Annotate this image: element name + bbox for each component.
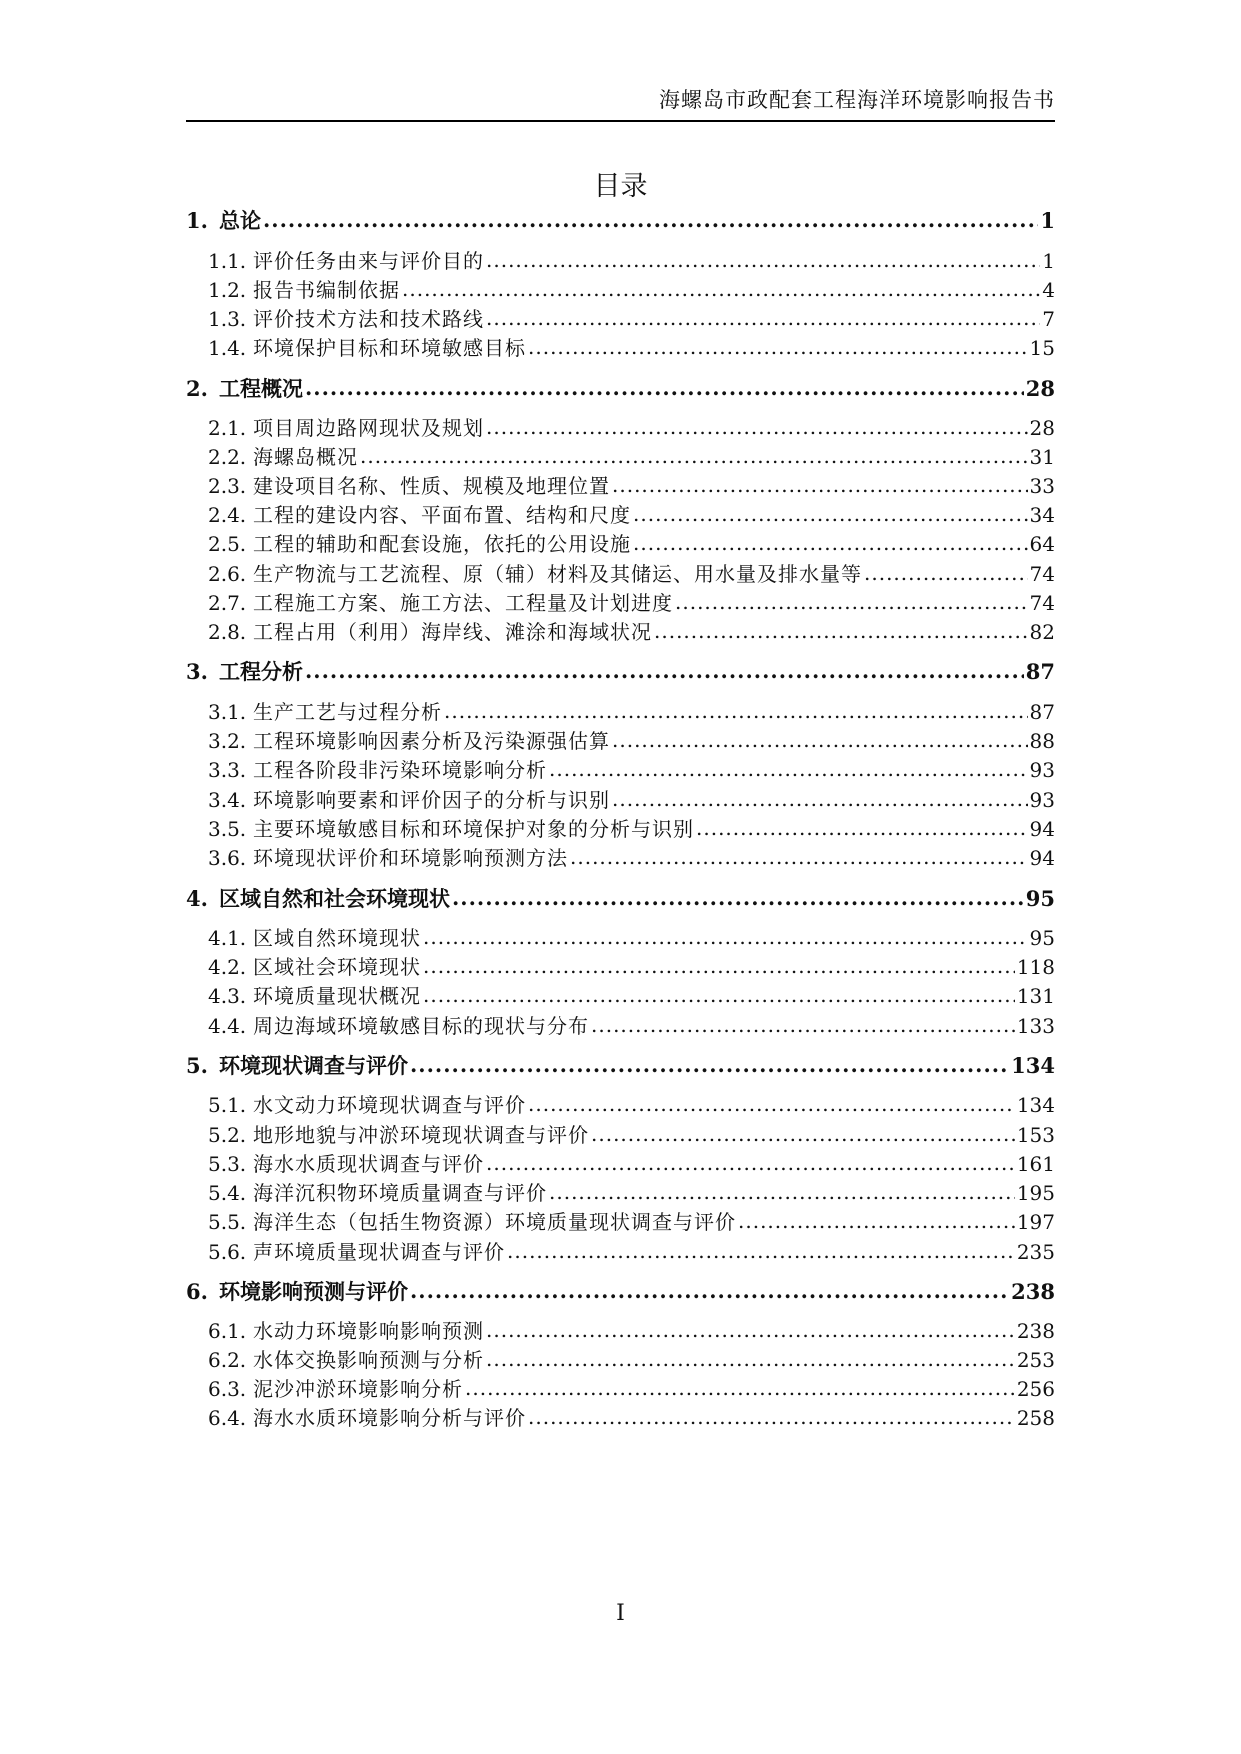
toc-entry-number: 5.4. xyxy=(208,1181,247,1205)
toc-entry-number: 2.2. xyxy=(208,445,247,469)
toc-section-entry[interactable] xyxy=(208,725,1055,754)
toc-entry-title: 海螺岛概况 xyxy=(253,445,358,469)
toc-dot-leader xyxy=(305,375,1024,400)
toc-entry-page: 197 xyxy=(1016,1210,1055,1234)
toc-dot-leader xyxy=(486,1318,1015,1342)
toc-dot-leader xyxy=(423,954,1015,978)
toc-entry-number: 3.6. xyxy=(208,846,247,870)
toc-entry-page: 28 xyxy=(1025,376,1055,401)
toc-entry-title: 环境影响预测与评价 xyxy=(219,1280,408,1304)
toc-entry-title: 主要环境敏感目标和环境保护对象的分析与识别 xyxy=(253,817,694,841)
toc-section-entry[interactable] xyxy=(208,616,1055,645)
toc-entry-page: 134 xyxy=(1011,1053,1055,1078)
toc-section-entry[interactable] xyxy=(208,303,1055,332)
toc-entry-page: 87 xyxy=(1029,700,1055,724)
toc-section-entry[interactable] xyxy=(208,1402,1055,1431)
toc-entry-title: 区域社会环境现状 xyxy=(253,955,421,979)
toc-chapter-entry[interactable] xyxy=(186,205,1055,235)
toc-entry-title: 评价任务由来与评价目的 xyxy=(253,249,484,273)
toc-entry-number: 5.5. xyxy=(208,1210,247,1234)
toc-entry-page: 133 xyxy=(1016,1014,1055,1038)
toc-entry-page: 238 xyxy=(1011,1279,1055,1304)
toc-entry-title: 总论 xyxy=(219,209,261,233)
toc-entry-page: 93 xyxy=(1029,758,1055,782)
toc-entry-title: 环境影响要素和评价因子的分析与识别 xyxy=(253,788,610,812)
toc-entry-title: 工程的辅助和配套设施，依托的公用设施 xyxy=(253,532,631,556)
toc-entry-title: 工程环境影响因素分析及污染源强估算 xyxy=(253,729,610,753)
toc-entry-number: 2.8. xyxy=(208,620,247,644)
toc-entry-page: 94 xyxy=(1029,817,1055,841)
toc-section-entry[interactable] xyxy=(208,1344,1055,1373)
toc-entry-number: 2.3. xyxy=(208,474,247,498)
toc-dot-leader xyxy=(591,1122,1015,1146)
toc-entry-title: 海水水质环境影响分析与评价 xyxy=(253,1406,526,1430)
toc-entry-number: 6.4. xyxy=(208,1406,247,1430)
toc-dot-leader xyxy=(444,699,1028,723)
toc-section-entry[interactable] xyxy=(208,696,1055,725)
toc-entry-page: 1 xyxy=(1042,249,1055,273)
toc-entry-page: 4 xyxy=(1042,278,1055,302)
toc-entry-page: 153 xyxy=(1016,1123,1055,1147)
toc-entry-number: 1.4. xyxy=(208,336,247,360)
toc-dot-leader xyxy=(360,444,1028,468)
toc-section-entry[interactable] xyxy=(208,980,1055,1009)
toc-entry-number: 4.2. xyxy=(208,955,247,979)
toc-entry-title: 工程分析 xyxy=(219,660,303,684)
toc-chapter-entry[interactable] xyxy=(186,1276,1055,1306)
toc-title: 目录 xyxy=(593,171,648,202)
toc-section-entry[interactable] xyxy=(208,499,1055,528)
toc-entry-title: 工程各阶段非污染环境影响分析 xyxy=(253,758,547,782)
toc-entry-title: 环境保护目标和环境敏感目标 xyxy=(253,336,526,360)
toc-section-entry[interactable] xyxy=(208,1206,1055,1235)
toc-section-entry[interactable] xyxy=(208,1119,1055,1148)
toc-dot-leader xyxy=(452,885,1024,910)
toc-section-entry[interactable] xyxy=(208,441,1055,470)
toc-section-entry[interactable] xyxy=(208,1315,1055,1344)
toc-entry-page: 238 xyxy=(1016,1319,1055,1343)
toc-entry-page: 1 xyxy=(1040,208,1055,233)
header-title: 海螺岛市政配套工程海洋环境影响报告书 xyxy=(659,88,1055,112)
toc-section-entry[interactable] xyxy=(208,587,1055,616)
toc-entry-number: 1. xyxy=(186,208,208,233)
toc-entry-number: 3. xyxy=(186,659,208,684)
toc-entry-number: 4.4. xyxy=(208,1014,247,1038)
toc-entry-title: 评价技术方法和技术路线 xyxy=(253,307,484,331)
toc-section-entry[interactable] xyxy=(208,1236,1055,1265)
toc-entry-page: 64 xyxy=(1029,532,1055,556)
toc-entry-number: 3.4. xyxy=(208,788,247,812)
toc-entry-page: 93 xyxy=(1029,788,1055,812)
toc-section-entry[interactable] xyxy=(208,1373,1055,1402)
toc-dot-leader xyxy=(465,1376,1015,1400)
toc-section-entry[interactable] xyxy=(208,1177,1055,1206)
toc-entry-number: 6.2. xyxy=(208,1348,247,1372)
toc-dot-leader xyxy=(549,757,1028,781)
toc-section-entry[interactable] xyxy=(208,274,1055,303)
page-header xyxy=(186,84,1055,122)
toc-dot-leader xyxy=(612,787,1028,811)
toc-dot-leader xyxy=(675,590,1028,614)
toc-entry-number: 2.4. xyxy=(208,503,247,527)
toc-dot-leader xyxy=(696,816,1028,840)
toc-section-entry[interactable] xyxy=(208,332,1055,361)
toc-entry-page: 161 xyxy=(1016,1152,1055,1176)
toc-entry-title: 环境质量现状概况 xyxy=(253,984,421,1008)
toc-chapter-entry[interactable] xyxy=(186,883,1055,913)
toc-section-entry[interactable] xyxy=(208,784,1055,813)
toc-dot-leader xyxy=(507,1239,1015,1263)
toc-entry-page: 253 xyxy=(1016,1348,1055,1372)
toc-entry-title: 项目周边路网现状及规划 xyxy=(253,416,484,440)
toc-entry-page: 118 xyxy=(1016,955,1055,979)
toc-entry-title: 环境现状评价和环境影响预测方法 xyxy=(253,846,568,870)
toc-entry-number: 5.6. xyxy=(208,1240,247,1264)
toc-entry-number: 2. xyxy=(186,376,208,401)
toc-dot-leader xyxy=(528,1405,1015,1429)
toc-section-entry[interactable] xyxy=(208,470,1055,499)
toc-dot-leader xyxy=(864,561,1028,585)
toc-entry-number: 4.3. xyxy=(208,984,247,1008)
toc-dot-leader xyxy=(612,728,1028,752)
toc-entry-number: 3.3. xyxy=(208,758,247,782)
toc-entry-page: 88 xyxy=(1029,729,1055,753)
toc-section-entry[interactable] xyxy=(208,1148,1055,1177)
toc-entry-title: 海洋沉积物环境质量调查与评价 xyxy=(253,1181,547,1205)
toc-entry-page: 74 xyxy=(1029,591,1055,615)
toc-dot-leader xyxy=(423,983,1015,1007)
toc-dot-leader xyxy=(549,1180,1015,1204)
toc-entry-number: 4.1. xyxy=(208,926,247,950)
toc-entry-page: 256 xyxy=(1016,1377,1055,1401)
toc-entry-page: 87 xyxy=(1025,659,1055,684)
toc-dot-leader xyxy=(410,1052,1009,1077)
toc-entry-title: 生产物流与工艺流程、原（辅）材料及其储运、用水量及排水量等 xyxy=(253,562,862,586)
toc-dot-leader xyxy=(410,1278,1009,1303)
toc-chapter-entry[interactable] xyxy=(186,1050,1055,1080)
toc-dot-leader xyxy=(486,248,1040,272)
toc-entry-title: 工程概况 xyxy=(219,377,303,401)
toc-entry-title: 建设项目名称、性质、规模及地理位置 xyxy=(253,474,610,498)
toc-section-entry[interactable] xyxy=(208,842,1055,871)
toc-dot-leader xyxy=(654,619,1028,643)
toc-dot-leader xyxy=(528,1092,1015,1116)
toc-entry-title: 海洋生态（包括生物资源）环境质量现状调查与评价 xyxy=(253,1210,736,1234)
toc-dot-leader xyxy=(486,415,1028,439)
toc-entry-page: 34 xyxy=(1029,503,1055,527)
toc-dot-leader xyxy=(633,502,1028,526)
toc-entry-page: 33 xyxy=(1029,474,1055,498)
toc-entry-number: 2.5. xyxy=(208,532,247,556)
toc-section-entry[interactable] xyxy=(208,1089,1055,1118)
toc-entry-page: 28 xyxy=(1029,416,1055,440)
toc-section-entry[interactable] xyxy=(208,1010,1055,1039)
toc-entry-number: 3.1. xyxy=(208,700,247,724)
toc-entry-title: 声环境质量现状调查与评价 xyxy=(253,1240,505,1264)
toc-entry-page: 74 xyxy=(1029,562,1055,586)
toc-entry-page: 82 xyxy=(1029,620,1055,644)
toc-entry-number: 2.7. xyxy=(208,591,247,615)
toc-entry-title: 环境现状调查与评价 xyxy=(219,1054,408,1078)
toc-entry-title: 泥沙冲淤环境影响分析 xyxy=(253,1377,463,1401)
toc-dot-leader xyxy=(263,207,1038,232)
toc-dot-leader xyxy=(402,277,1040,301)
toc-entry-number: 6.3. xyxy=(208,1377,247,1401)
toc-section-entry[interactable] xyxy=(208,245,1055,274)
toc-chapter-entry[interactable] xyxy=(186,656,1055,686)
toc-dot-leader xyxy=(612,473,1028,497)
toc-entry-number: 5.3. xyxy=(208,1152,247,1176)
toc-entry-page: 31 xyxy=(1029,445,1055,469)
toc-entry-title: 海水水质现状调查与评价 xyxy=(253,1152,484,1176)
toc-entry-title: 工程占用（利用）海岸线、滩涂和海域状况 xyxy=(253,620,652,644)
toc-entry-page: 7 xyxy=(1042,307,1055,331)
toc-dot-leader xyxy=(423,925,1028,949)
toc-dot-leader xyxy=(738,1209,1015,1233)
toc-entry-page: 195 xyxy=(1016,1181,1055,1205)
toc-entry-title: 区域自然环境现状 xyxy=(253,926,421,950)
toc-dot-leader xyxy=(591,1013,1015,1037)
toc-chapter-entry[interactable] xyxy=(186,373,1055,403)
toc-entry-number: 1.3. xyxy=(208,307,247,331)
toc-entry-number: 1.2. xyxy=(208,278,247,302)
toc-entry-number: 6. xyxy=(186,1279,208,1304)
toc-entry-title: 水动力环境影响影响预测 xyxy=(253,1319,484,1343)
toc-section-entry[interactable] xyxy=(208,922,1055,951)
toc-entry-page: 258 xyxy=(1016,1406,1055,1430)
toc-entry-title: 水体交换影响预测与分析 xyxy=(253,1348,484,1372)
toc-entry-title: 地形地貌与冲淤环境现状调查与评价 xyxy=(253,1123,589,1147)
toc-entry-title: 工程施工方案、施工方法、工程量及计划进度 xyxy=(253,591,673,615)
toc-entry-title: 报告书编制依据 xyxy=(253,278,400,302)
toc-entry-number: 6.1. xyxy=(208,1319,247,1343)
toc-dot-leader xyxy=(305,658,1024,683)
toc-entry-page: 95 xyxy=(1029,926,1055,950)
toc-entry-number: 5.2. xyxy=(208,1123,247,1147)
toc-entry-page: 134 xyxy=(1016,1093,1055,1117)
toc-entry-number: 2.6. xyxy=(208,562,247,586)
page-number: I xyxy=(616,1601,625,1626)
toc-entry-number: 1.1. xyxy=(208,249,247,273)
toc-dot-leader xyxy=(486,1347,1015,1371)
toc-section-entry[interactable] xyxy=(208,813,1055,842)
toc-entry-page: 94 xyxy=(1029,846,1055,870)
toc-dot-leader xyxy=(633,531,1028,555)
toc-entry-title: 工程的建设内容、平面布置、结构和尺度 xyxy=(253,503,631,527)
toc-section-entry[interactable] xyxy=(208,558,1055,587)
toc-section-entry[interactable] xyxy=(208,528,1055,557)
toc-entry-number: 5.1. xyxy=(208,1093,247,1117)
toc-dot-leader xyxy=(486,1151,1015,1175)
toc-dot-leader xyxy=(486,306,1040,330)
toc-entry-number: 3.2. xyxy=(208,729,247,753)
toc-entry-number: 4. xyxy=(186,886,208,911)
toc-entry-title: 水文动力环境现状调查与评价 xyxy=(253,1093,526,1117)
toc-entry-title: 区域自然和社会环境现状 xyxy=(219,887,450,911)
toc-entry-page: 15 xyxy=(1029,336,1055,360)
toc-entry-title: 生产工艺与过程分析 xyxy=(253,700,442,724)
toc-section-entry[interactable] xyxy=(208,754,1055,783)
toc-entry-number: 2.1. xyxy=(208,416,247,440)
toc-section-entry[interactable] xyxy=(208,951,1055,980)
toc-dot-leader xyxy=(528,335,1028,359)
toc-entry-page: 95 xyxy=(1025,886,1055,911)
toc-entry-page: 131 xyxy=(1016,984,1055,1008)
toc-dot-leader xyxy=(570,845,1028,869)
toc-entry-number: 5. xyxy=(186,1053,208,1078)
toc-entry-number: 3.5. xyxy=(208,817,247,841)
toc-entry-title: 周边海域环境敏感目标的现状与分布 xyxy=(253,1014,589,1038)
toc-entry-page: 235 xyxy=(1016,1240,1055,1264)
toc-section-entry[interactable] xyxy=(208,412,1055,441)
